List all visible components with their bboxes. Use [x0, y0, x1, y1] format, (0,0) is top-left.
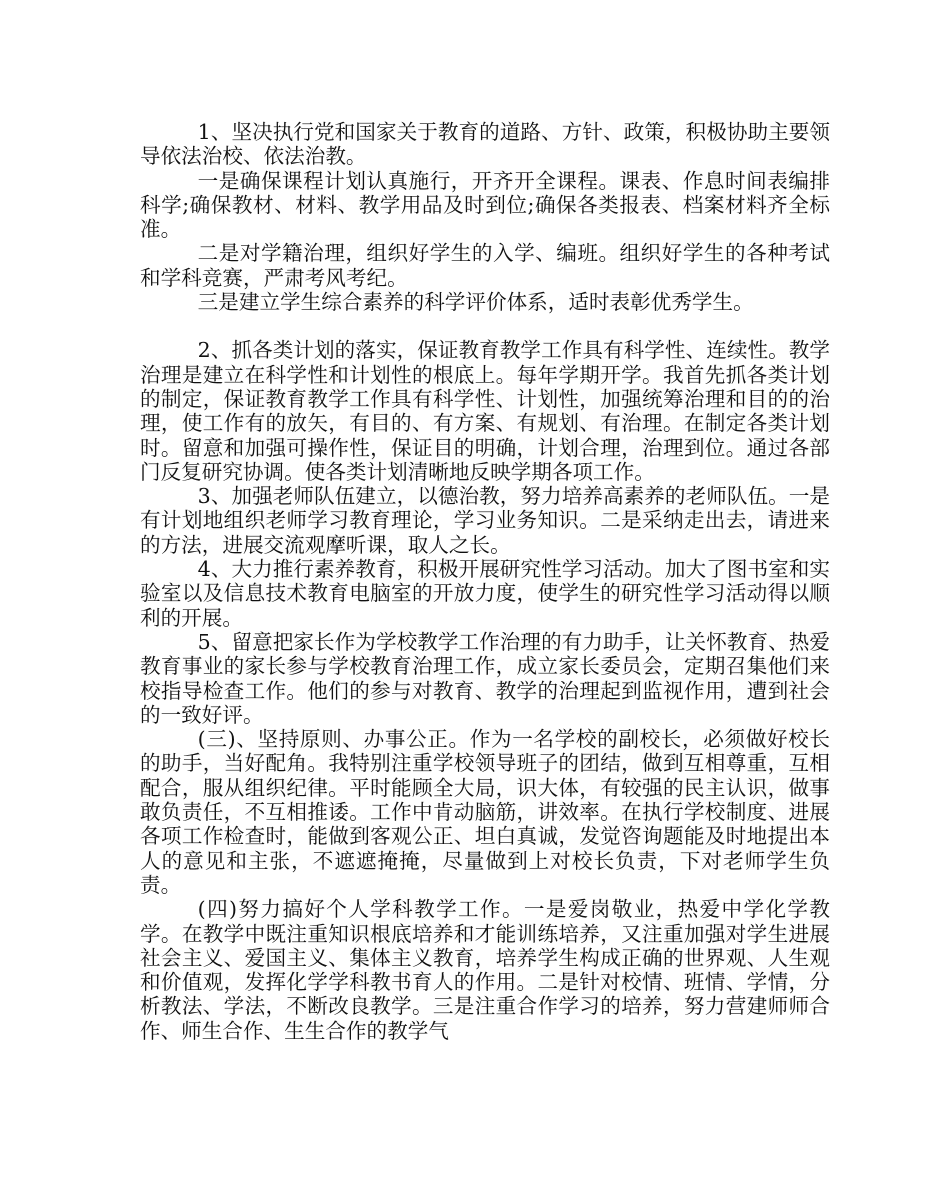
- paragraph-9: (三)、坚持原则、办事公正。作为一名学校的副校长，必须做好校长的助手，当好配角。我特别注重学校领导班子的团结，做到互相尊重，互相配合，服从组织纪律。平时能顾全大局，识大体，有较强的民主认识，做事敢负责任，不互相推诿。工作中肯动脑筋，讲效率。在执行学校制度、进展各项工作检查时，能做到客观公正、坦白真诚，发觉咨询题能及时地提出本人的意见和主张，不遮遮掩掩，尽量做到上对校长负责，下对老师学生负责。: [140, 727, 830, 897]
- paragraph-6: 3、加强老师队伍建立，以德治教，努力培养高素养的老师队伍。一是有计划地组织老师学习教育理论，学习业务知识。二是采纳走出去，请进来的方法，进展交流观摩听课，取人之长。: [140, 484, 830, 557]
- paragraph-4: 三是建立学生综合素养的科学评价体系，适时表彰优秀学生。: [197, 290, 754, 315]
- paragraph-5: 2、抓各类计划的落实，保证教育教学工作具有科学性、连续性。教学治理是建立在科学性和计划性的根底上。每年学期开学。我首先抓各类计划的制定，保证教育教学工作具有科学性、计划性，加强统筹治理和目的的治理，使工作有的放矢，有目的、有方案、有规划、有治理。在制定各类计划时。留意和加强可操作性，保证目的明确，计划合理，治理到位。通过各部门反复研究协调。使各类计划清晰地反映学期各项工作。: [140, 338, 830, 484]
- paragraph-8: 5、留意把家长作为学校教学工作治理的有力助手，让关怀教育、热爱教育事业的家长参与学校教育治理工作，成立家长委员会，定期召集他们来校指导检查工作。他们的参与对教育、教学的治理起到监视作用，遭到社会的一致好评。: [140, 629, 830, 727]
- paragraph-10: (四)努力搞好个人学科教学工作。一是爱岗敬业，热爱中学化学教学。在教学中既注重知识根底培养和才能训练培养，又注重加强对学生进展社会主义、爱国主义、集体主义教育，培养学生构成正确的世界观、人生观和价值观，发挥化学学科教书育人的作用。二是针对校情、班情、学情，分析教法、学法，不断改良教学。三是注重合作学习的培养，努力营建师师合作、师生合作、生生合作的教学气: [140, 897, 830, 1043]
- paragraph-7: 4、大力推行素养教育，积极开展研究性学习活动。加大了图书室和实验室以及信息技术教育电脑室的开放力度，使学生的研究性学习活动得以顺利的开展。: [140, 557, 830, 630]
- paragraph-1: 1、坚决执行党和国家关于教育的道路、方针、政策，积极协助主要领导依法治校、依法治教。: [140, 120, 830, 169]
- document-body: [140, 120, 830, 1043]
- paragraph-3: 二是对学籍治理，组织好学生的入学、编班。组织好学生的各种考试和学科竞赛，严肃考风考纪。: [140, 241, 830, 290]
- paragraph-2: 一是确保课程计划认真施行，开齐开全课程。课表、作息时间表编排科学;确保教材、材料、教学用品及时到位;确保各类报表、档案材料齐全标准。: [140, 168, 830, 242]
